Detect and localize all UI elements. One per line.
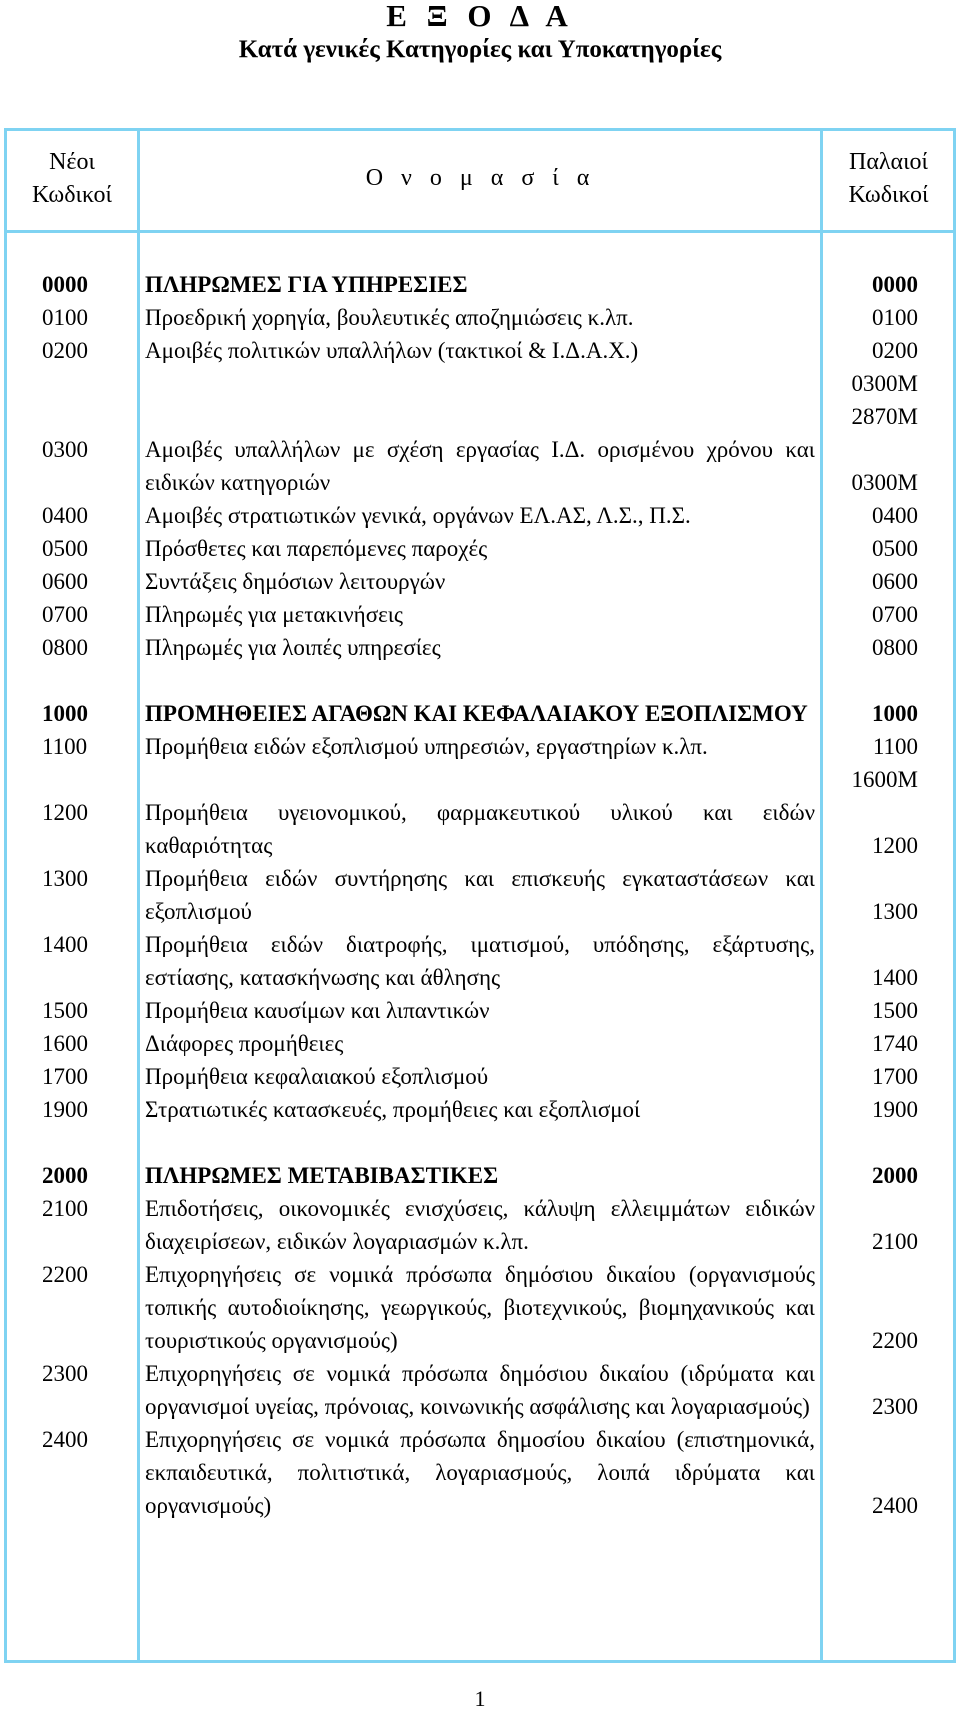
old-code: 1500	[872, 998, 918, 1023]
header-divider	[4, 230, 956, 233]
old-code: 1600Μ	[851, 767, 918, 792]
description: Συντάξεις δημόσιων λειτουργών	[145, 569, 446, 594]
new-code: 1100	[42, 734, 88, 759]
old-code: 2000	[872, 1163, 918, 1188]
new-code: 2100	[42, 1196, 88, 1221]
table-row	[0, 1192, 960, 1258]
description: ΠΡΟΜΗΘΕΙΕΣ ΑΓΑΘΩΝ ΚΑΙ ΚΕΦΑΛΑΙΑΚΟΥ ΕΞΟΠΛΙΣΜΟΥ	[145, 701, 808, 726]
table-row	[0, 499, 960, 532]
description: Επιχορηγήσεις σε νομικά πρόσωπα δημόσιου δικαίου (ιδρύματα και οργανισμοί υγείας, πρόνοιας, κοινωνικής ασφάλισης και λογαριασμούς)	[145, 1361, 815, 1419]
new-code: 0400	[42, 503, 88, 528]
table-row	[0, 367, 960, 400]
old-code: 1200	[872, 833, 918, 858]
table-row	[0, 565, 960, 598]
table-row	[0, 697, 960, 730]
description: Πληρωμές για λοιπές υπηρεσίες	[145, 635, 441, 660]
old-code: 0100	[872, 305, 918, 330]
table-row	[0, 334, 960, 367]
description: Πρόσθετες και παρεπόμενες παροχές	[145, 536, 488, 561]
table-row	[0, 763, 960, 796]
new-code: 1500	[42, 998, 88, 1023]
description: Επιχορηγήσεις σε νομικά πρόσωπα δημόσιου δικαίου (οργανισμούς τοπικής αυτοδιοίκησης, γεωργικούς, βιοτεχνικούς, βιομηχανικούς και τουριστικούς οργανισμούς)	[145, 1262, 815, 1353]
old-code: 0500	[872, 536, 918, 561]
page-subtitle: Κατά γενικές Κατηγορίες και Υποκατηγορίες	[238, 36, 722, 63]
new-code: 0800	[42, 635, 88, 660]
old-code: 1700	[872, 1064, 918, 1089]
table-row	[0, 1258, 960, 1357]
new-code: 1400	[42, 932, 88, 957]
description: Προμήθεια υγειονομικού, φαρμακευτικού υλικού και ειδών καθαριότητας	[145, 800, 815, 858]
old-code: 0200	[872, 338, 918, 363]
description: Αμοιβές στρατιωτικών γενικά, οργάνων ΕΛ.ΑΣ, Λ.Σ., Π.Σ.	[145, 503, 691, 528]
description: Στρατιωτικές κατασκευές, προμήθειες και εξοπλισμοί	[145, 1097, 641, 1122]
new-code: 0700	[42, 602, 88, 627]
description: ΠΛΗΡΩΜΕΣ ΓΙΑ ΥΠΗΡΕΣΙΕΣ	[145, 272, 468, 297]
table-row	[0, 1093, 960, 1126]
old-code: 0400	[872, 503, 918, 528]
new-code: 1600	[42, 1031, 88, 1056]
new-code: 2400	[42, 1427, 88, 1452]
table-row	[0, 862, 960, 928]
old-code: 1740	[872, 1031, 918, 1056]
table-row	[0, 1027, 960, 1060]
description: Προμήθεια καυσίμων και λιπαντικών	[145, 998, 490, 1023]
description: Προμήθεια ειδών διατροφής, ιματισμού, υπόδησης, εξάρτυσης, εστίασης, κατασκήνωσης και άθλησης	[145, 932, 815, 990]
old-code: 1300	[872, 899, 918, 924]
old-code: 0800	[872, 635, 918, 660]
table-row	[0, 1159, 960, 1192]
table-row	[0, 631, 960, 664]
new-code: 0100	[42, 305, 88, 330]
description: Αμοιβές πολιτικών υπαλλήλων (τακτικοί & Ι.Δ.Α.Χ.)	[145, 338, 639, 363]
new-code: 2300	[42, 1361, 88, 1386]
table-row	[0, 730, 960, 763]
new-code: 0000	[42, 272, 88, 297]
old-code: 2400	[872, 1493, 918, 1518]
description	[145, 763, 815, 796]
new-code: 1200	[42, 800, 88, 825]
table-body	[0, 268, 960, 1522]
table-row	[0, 400, 960, 433]
old-code: 2870Μ	[851, 404, 918, 429]
old-code: 1400	[872, 965, 918, 990]
page-number: 1	[474, 1686, 486, 1711]
new-code: 2000	[42, 1163, 88, 1188]
header-old-codes: Παλαιοί Κωδικοί	[848, 149, 929, 208]
description	[145, 400, 815, 433]
old-code: 2300	[872, 1394, 918, 1419]
table-row	[0, 1060, 960, 1093]
old-code: 0600	[872, 569, 918, 594]
description: Επιχορηγήσεις σε νομικά πρόσωπα δημοσίου δικαίου (επιστημονικά, εκπαιδευτικά, πολιτιστικά, λογαριασμούς, λοιπά ιδρύματα και οργανισμούς)	[145, 1427, 815, 1518]
description	[145, 367, 815, 400]
old-code: 1000	[872, 701, 918, 726]
old-code: 0300Μ	[851, 371, 918, 396]
old-code: 1900	[872, 1097, 918, 1122]
table-row	[0, 598, 960, 631]
old-code: 2200	[872, 1328, 918, 1353]
new-code: 1900	[42, 1097, 88, 1122]
table-row	[0, 1423, 960, 1522]
page-title: Ε Ξ Ο Δ Α	[386, 0, 574, 33]
table-row	[0, 268, 960, 301]
description: Αμοιβές υπαλλήλων με σχέση εργασίας Ι.Δ. ορισμένου χρόνου και ειδικών κατηγοριών	[145, 437, 815, 495]
table-row	[0, 928, 960, 994]
description: Προμήθεια ειδών εξοπλισμού υπηρεσιών, εργαστηρίων κ.λπ.	[145, 734, 708, 759]
old-code: 2100	[872, 1229, 918, 1254]
new-code: 2200	[42, 1262, 88, 1287]
new-code: 0500	[42, 536, 88, 561]
table-row	[0, 301, 960, 334]
description: Προμήθεια κεφαλαιακού εξοπλισμού	[145, 1064, 489, 1089]
new-code: 0600	[42, 569, 88, 594]
new-code: 1000	[42, 701, 88, 726]
old-code: 0700	[872, 602, 918, 627]
description: Προεδρική χορηγία, βουλευτικές αποζημιώσεις κ.λπ.	[145, 305, 634, 330]
description: Επιδοτήσεις, οικονομικές ενισχύσεις, κάλυψη ελλειμμάτων ειδικών διαχειρίσεων, ειδικών λογαριασμών κ.λπ.	[145, 1196, 815, 1254]
description: Προμήθεια ειδών συντήρησης και επισκευής εγκαταστάσεων και εξοπλισμού	[145, 866, 815, 924]
header-new-codes: Νέοι Κωδικοί	[31, 149, 113, 208]
table-row	[0, 532, 960, 565]
table-row	[0, 796, 960, 862]
header-name: Ο ν ο μ α σ ί α	[365, 165, 596, 191]
table-row	[0, 1357, 960, 1423]
old-code: 0000	[872, 272, 918, 297]
old-code: 0300Μ	[851, 470, 918, 495]
new-code: 0300	[42, 437, 88, 462]
description: ΠΛΗΡΩΜΕΣ ΜΕΤΑΒΙΒΑΣΤΙΚΕΣ	[145, 1163, 499, 1188]
table-row	[0, 994, 960, 1027]
new-code: 0200	[42, 338, 88, 363]
description: Πληρωμές για μετακινήσεις	[145, 602, 404, 627]
table-row	[0, 433, 960, 499]
new-code: 1300	[42, 866, 88, 891]
new-code: 1700	[42, 1064, 88, 1089]
description: Διάφορες προμήθειες	[145, 1031, 344, 1056]
old-code: 1100	[872, 734, 918, 759]
